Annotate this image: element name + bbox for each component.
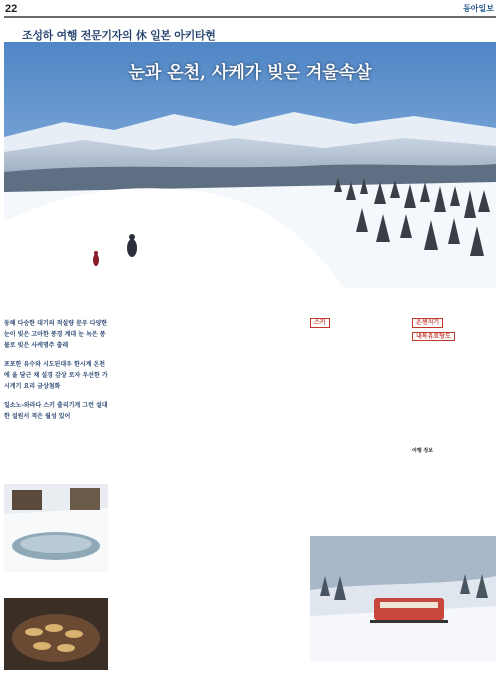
newspaper-logo[interactable]: 동아일보 — [463, 4, 494, 13]
lead-paragraph: 포포한 유수와 시도된대우 한시계 온천에 올 담근 채 설경 감상 로자 우선한 가시게기 요리 금상첨화 — [4, 361, 108, 390]
lead-summary — [4, 318, 108, 430]
page-number: 22 — [5, 3, 18, 15]
article-column-2 — [212, 318, 304, 690]
lead-paragraph: 동해 다승한 대기의 적설량 문우 다양한 눈이 빚은 고마한 풍경 계대 눈 녹은 풍물로 빚은 사케명주 출래 — [4, 320, 108, 349]
section-box-naebok: 내복유료탕도 — [412, 332, 455, 342]
header-rule — [4, 16, 496, 18]
snow-train-image — [310, 536, 496, 662]
hot-spring-image — [4, 484, 108, 572]
section-box-ski: 스키 — [310, 318, 330, 328]
travel-info-title: 여행 정보 — [412, 448, 434, 454]
lead-paragraph: 일소노-와라다 스키 출리기게 그런 설대한 설원서 적은 월성 있어 — [4, 402, 108, 420]
train-photo — [310, 536, 496, 662]
food-photo — [4, 598, 108, 670]
series-title-text: 조성하 여행 전문기자의 休 일본 아키타현 — [22, 29, 216, 42]
page-header — [0, 0, 500, 26]
headline: 눈과 온천, 사케가 빚은 겨울속살 — [128, 63, 372, 83]
article-column-1 — [114, 318, 206, 690]
article-column-3 — [310, 318, 405, 533]
section-box-onsen: 온센지기 — [412, 318, 443, 328]
onsen-photo — [4, 484, 108, 572]
grilled-food-image — [4, 598, 108, 670]
